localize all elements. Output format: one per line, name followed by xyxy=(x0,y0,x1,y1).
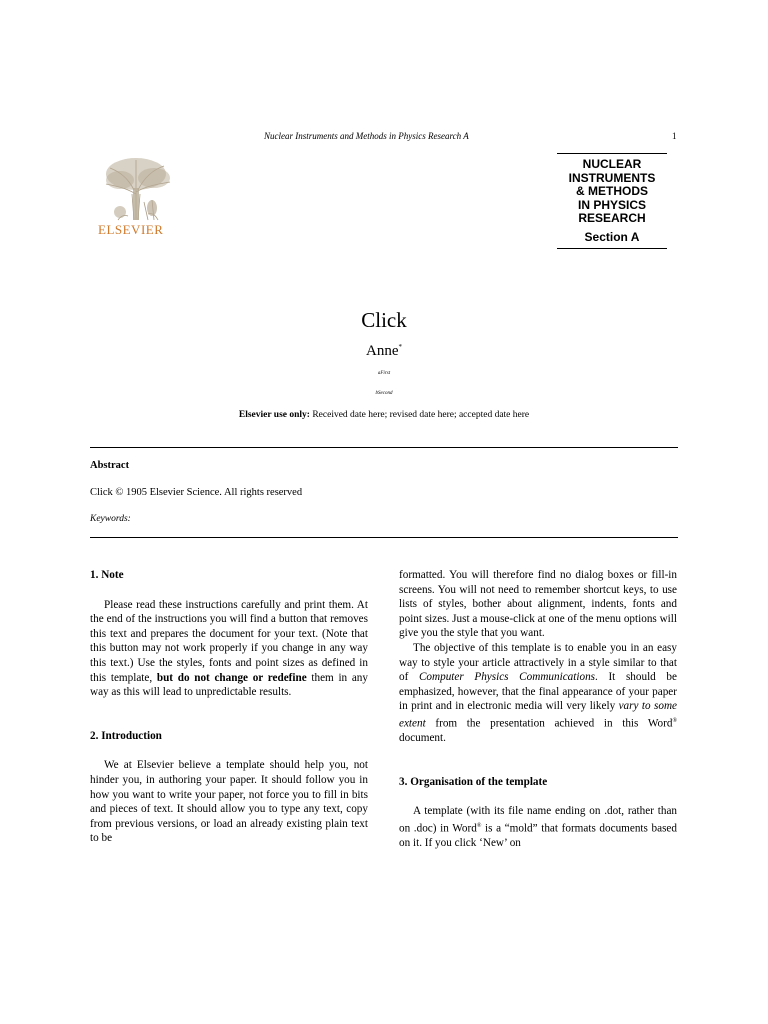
journal-box-line: & METHODS xyxy=(576,184,648,198)
divider-top xyxy=(90,447,678,448)
intro-paragraph-continued: formatted. You will therefore find no dialog boxes or fill-in screens. You will not need to remember shortcut keys, to use lists of styles, bother about alignment, indents, fonts and point sizes. Just a mouse-click at one of the menu options will give you the style that you want. xyxy=(399,569,677,640)
keywords-label: Keywords: xyxy=(90,514,131,524)
section-heading-note: 1. Note xyxy=(90,569,124,581)
note-text-bold: but do not change or redefine xyxy=(156,671,307,684)
intro-text-journal: Computer Physics Communications xyxy=(418,671,596,684)
dates-label: Elsevier use only: xyxy=(238,410,310,420)
registered-mark: ® xyxy=(476,823,482,830)
note-paragraph xyxy=(90,598,368,700)
article-dates xyxy=(0,410,768,420)
column-right xyxy=(399,568,677,851)
article-title: Click xyxy=(361,308,407,332)
column-left xyxy=(90,568,368,846)
author-text: Anne xyxy=(366,343,399,359)
abstract-text: Click © 1905 Elsevier Science. All rights reserved xyxy=(90,487,303,498)
intro-text-emphasis: vary to some extent xyxy=(399,700,677,730)
intro-text-f: document. xyxy=(399,732,446,745)
org-paragraph xyxy=(399,804,677,851)
affiliation-second: bSecond xyxy=(375,391,393,396)
note-text-c: them in any way as this will lead to unpredictable results. xyxy=(90,671,368,699)
note-text-a: Please read these instructions carefully and print them. At the end of the instructions you will find a button that removes this text and prepares the document for your text. (Note that this button may not work properly if you change in any way this text.) Use the styles, fonts and point sizes as defined in this template, xyxy=(90,598,368,684)
affiliation-first: aFirst xyxy=(377,371,391,376)
divider-bottom xyxy=(90,537,678,538)
abstract-heading: Abstract xyxy=(90,460,130,471)
intro-paragraph-2 xyxy=(399,641,677,746)
journal-section: Section A xyxy=(584,229,640,244)
publisher-wordmark: ELSEVIER xyxy=(98,222,164,237)
section-heading-organisation: 3. Organisation of the template xyxy=(399,775,548,788)
section-heading-introduction: 2. Introduction xyxy=(90,729,162,742)
intro-text-a: The objective of this template is to enable you in an easy way to style your article attractively in a style similar to that of xyxy=(399,641,677,684)
registered-mark: ® xyxy=(672,717,677,724)
journal-box-line: NUCLEAR xyxy=(582,157,642,171)
journal-box-line: INSTRUMENTS xyxy=(568,170,656,185)
page-number: 1 xyxy=(672,131,677,141)
org-text-a: A template (with its file name ending on .dot, rather than on .doc) in Word xyxy=(399,805,677,835)
intro-text-c: . It should be emphasized, however, that the final appearance of your paper in print and in electronic media will very likely xyxy=(399,671,677,713)
journal-box-line: IN PHYSICS xyxy=(577,197,646,212)
intro-text-e: from the presentation achieved in this Word xyxy=(425,717,673,730)
tree-icon xyxy=(98,154,176,222)
intro-paragraph: We at Elsevier believe a template should help you, not hinder you, in authoring your paper. It should follow you in how you want to write your paper, not force you to fill in bits and pieces of text. It should allow you to type any text, copy from previous versions, or load an already existing plain text to be xyxy=(90,759,368,845)
elsevier-logo xyxy=(98,154,176,240)
author-mark: * xyxy=(398,343,402,351)
org-text-b: is a “mold” that formats documents based on it. If you click ‘New’ on xyxy=(399,822,677,850)
journal-title: Nuclear Instruments and Methods in Physics Research A xyxy=(264,131,469,141)
journal-box-line: RESEARCH xyxy=(578,211,646,225)
journal-box xyxy=(557,153,667,249)
dates-text: Received date here; revised date here; accepted date here xyxy=(309,410,530,420)
author-name xyxy=(0,343,768,360)
